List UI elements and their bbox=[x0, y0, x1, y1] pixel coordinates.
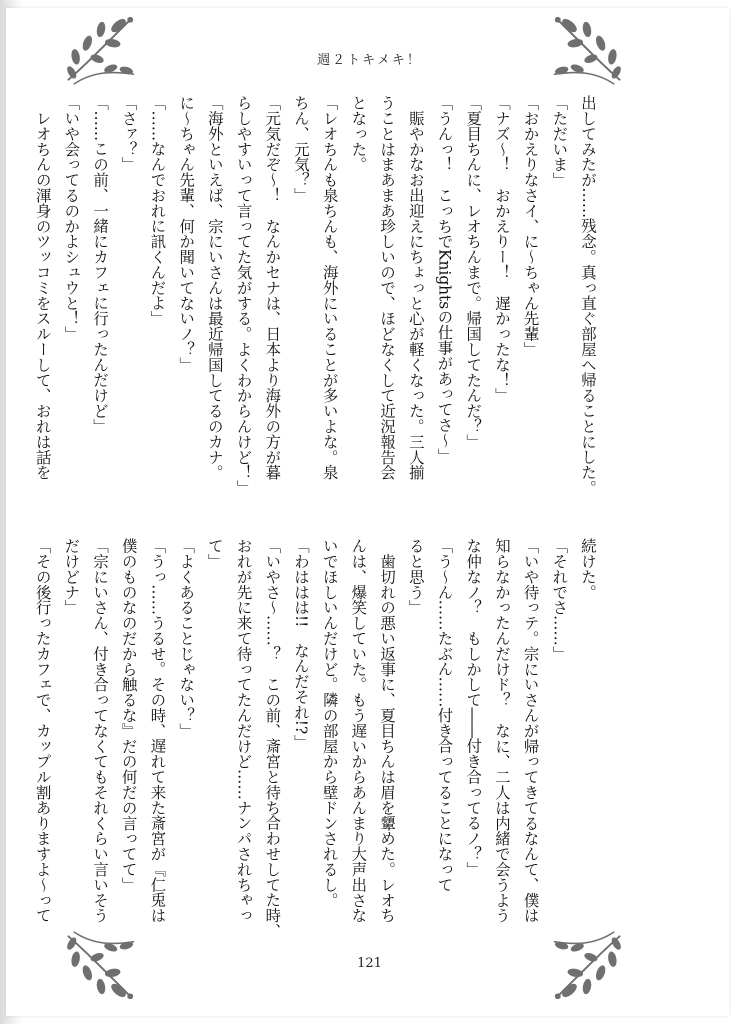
text-line: いでほしいんだけど。隣の部屋から壁ドンされるし。 bbox=[320, 538, 339, 908]
text-line: 「よくあることじゃない？」 bbox=[177, 538, 196, 739]
text-line: 歯切れの悪い返事に、夏目ちんは眉を顰めた。レオち bbox=[378, 538, 397, 923]
text-line: だけどナ」 bbox=[62, 538, 81, 615]
text-line: レオちんの渾身のツッコミをスルーして、おれは話を bbox=[33, 95, 52, 480]
text-line: 「……なんでおれに訊くんだよ」 bbox=[148, 95, 167, 326]
text-line: らしやすいって言ってた気がする。よくわからんけど！」 bbox=[234, 95, 253, 496]
text-line: 賑やかなお出迎えにちょっと心が軽くなった。三人揃 bbox=[406, 95, 425, 480]
text-line: 「おかえりなさイ、に〜ちゃん先輩」 bbox=[521, 95, 540, 357]
text-line: 「うっ……うるせ。その時、遅れて来た斎宮が『仁兎は bbox=[148, 538, 167, 923]
text-line: ると思う」 bbox=[406, 538, 425, 615]
text-line: 「夏目ちんに、レオちんまで。帰国してたんだ？」 bbox=[464, 95, 483, 450]
running-header: 週２トキメキ！ bbox=[317, 53, 422, 68]
text-line: 「宗にいさん、付き合ってなくてもそれくらい言いそう bbox=[91, 538, 110, 923]
text-line: 「……この前、一緒にカフェに行ったんだけど」 bbox=[91, 95, 110, 434]
text-line: 「レオちんも泉ちんも、海外にいることが多いよな。泉 bbox=[320, 95, 339, 480]
text-line: 出してみたが……残念。真っ直ぐ部屋へ帰ることにした。 bbox=[579, 95, 597, 496]
text-line: 知らなかったんだけド？ なに、二人は内緒で会うよう bbox=[492, 538, 511, 923]
text-line: うことはまあまあ珍しいので、ほどなくして近況報告会 bbox=[378, 95, 397, 480]
text-line: 「さァ？」 bbox=[119, 95, 138, 172]
text-line: 続けた。 bbox=[579, 538, 597, 600]
text-line: ちん、元気？」 bbox=[291, 95, 310, 203]
text-block-bottom bbox=[33, 538, 602, 968]
text-line: 「それでさ……」 bbox=[550, 538, 569, 662]
text-line: 「いや待っテ。宗にいさんが帰ってきてるなんて、僕は bbox=[521, 538, 540, 923]
text-line: 「海外といえば、宗にいさんは最近帰国してるのカナ。 bbox=[205, 95, 224, 480]
text-line: 「ただいま」 bbox=[550, 95, 569, 188]
text-line: に〜ちゃん先輩、何か聞いてないノ？」 bbox=[177, 95, 196, 373]
text-line: 「その後行ったカフェで、カップル割ありますよ〜って bbox=[33, 538, 52, 923]
text-line: 「う〜ん……たぶん……付き合ってることになって bbox=[435, 538, 454, 893]
text-line: おれが先に来て待ってたんだけど……ナンパされちゃっ bbox=[234, 538, 253, 923]
text-line: んは、爆笑していた。もう遅いからあんまり大声出さな bbox=[349, 538, 368, 923]
text-line: 「いや会ってるのかよシュウと！」 bbox=[62, 95, 81, 342]
text-line: 「ナズ〜！ おかえりー！ 遅かったな！」 bbox=[492, 95, 511, 403]
text-line: 「うんっ！ こっちでKnightsの仕事があってさ〜」 bbox=[435, 95, 454, 464]
text-line: 僕のものなのだから触るな』だの何だの言ってて」 bbox=[119, 538, 138, 893]
text-block-top bbox=[33, 95, 602, 525]
text-line: 「いやさ〜……？ この前、斎宮と待ち合わせしてた時、 bbox=[263, 538, 282, 939]
page-number: 121 bbox=[357, 956, 382, 971]
text-line: な仲なノ？ もしかして――付き合ってるノ？」 bbox=[464, 538, 483, 877]
text-line: て」 bbox=[205, 538, 224, 569]
text-line: 「元気だぞ〜！ なんかセナは、日本より海外の方が暮 bbox=[263, 95, 282, 480]
text-line: 「わははは!! なんだそれ!?」 bbox=[291, 538, 310, 750]
text-line: となった。 bbox=[349, 95, 368, 172]
